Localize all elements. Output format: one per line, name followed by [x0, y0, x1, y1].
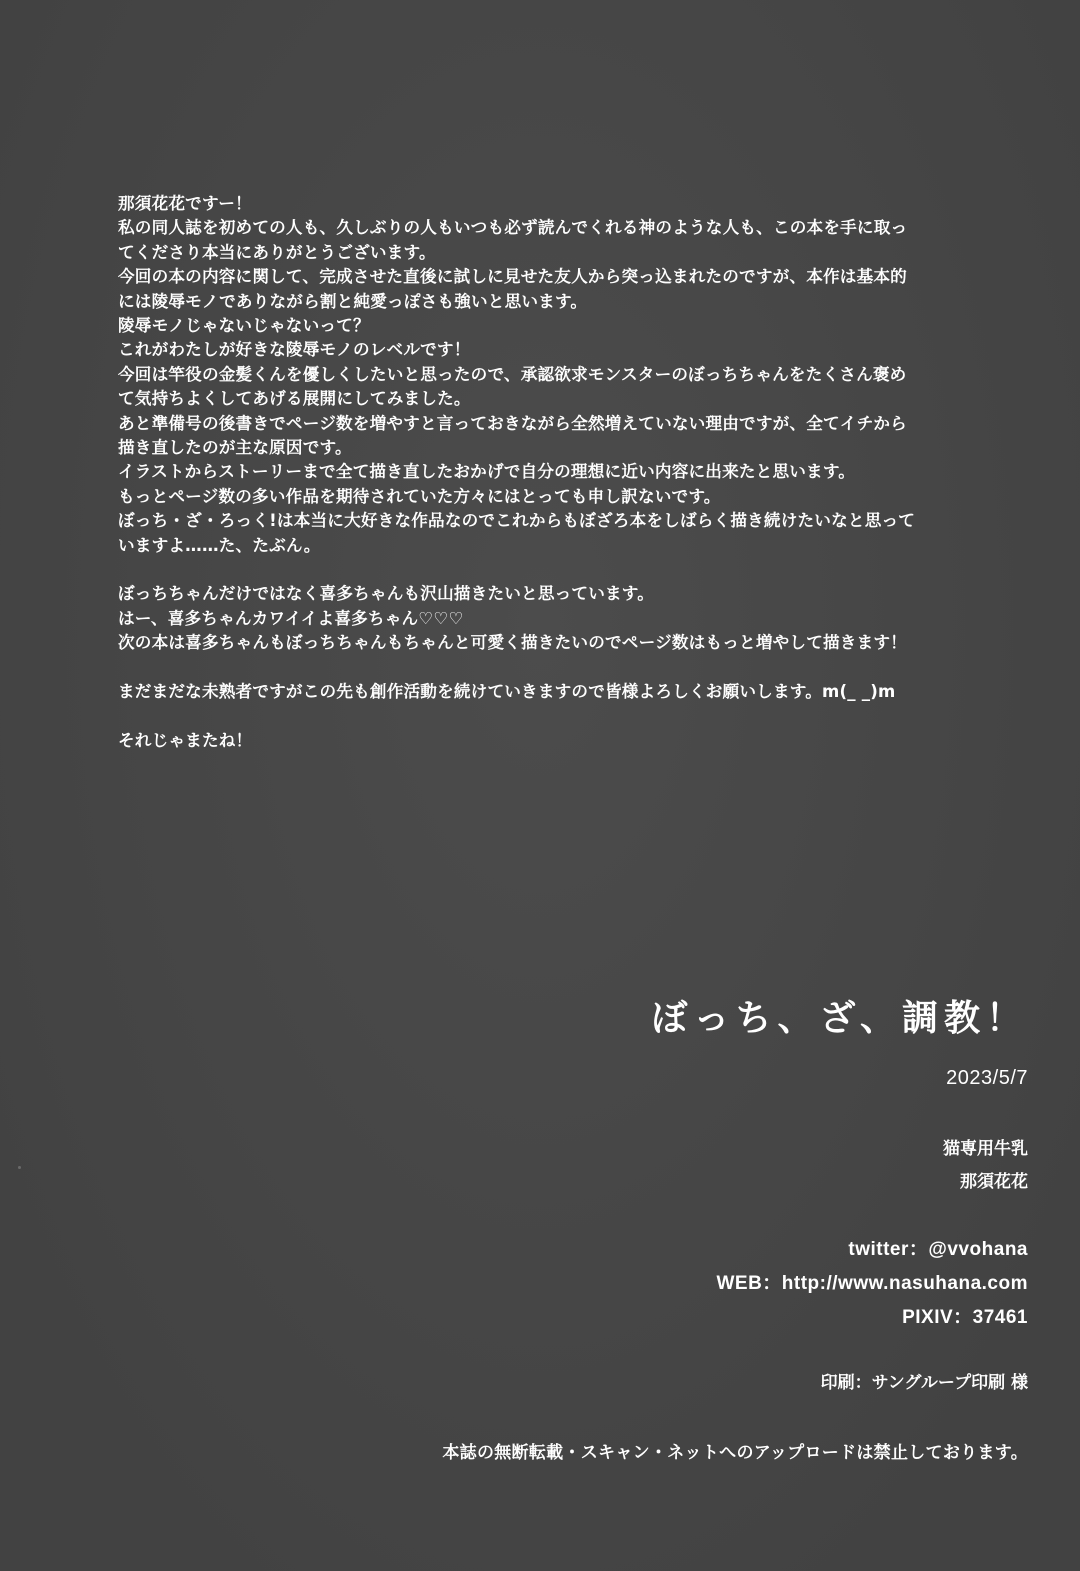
printer-credit: 印刷：サングループ印刷 様	[820, 1373, 1028, 1393]
publication-date: 2023/5/7	[946, 1067, 1028, 1089]
afterword-blank-line	[118, 558, 1048, 582]
afterword-line: それじゃまたね！	[118, 730, 253, 750]
afterword-text	[118, 192, 1048, 753]
afterword-line: には陵辱モノでありながら割と純愛っぽさも強いと思います。	[118, 291, 588, 311]
afterword-line: はー、喜多ちゃんカワイイよ喜多ちゃん♡♡♡	[118, 608, 464, 628]
afterword-line: 陵辱モノじゃないじゃないって？	[118, 316, 370, 336]
paper-speck	[18, 1166, 21, 1169]
twitter-handle: twitter：@vvohana	[848, 1239, 1028, 1260]
afterword-line: 今回の本の内容に関して、完成させた直後に試しに見せた友人から突っ込まれたのですが、本作は基本的	[118, 267, 907, 287]
afterword-blank-line	[118, 656, 1048, 680]
afterword-line: ぼっちちゃんだけではなく喜多ちゃんも沢山描きたいと思っています。	[118, 584, 655, 604]
afterword-line: イラストからストーリーまで全て描き直したおかげで自分の理想に近い内容に出来たと思います。	[118, 462, 856, 482]
afterword-line: 那須花花ですー！	[118, 194, 252, 213]
book-title: ぼっち、ざ、調教！	[651, 998, 1028, 1039]
pixiv-id: PIXIV：37461	[902, 1307, 1028, 1328]
circle-name: 猫専用牛乳	[943, 1139, 1028, 1159]
afterword-line: もっとページ数の多い作品を期待されていた方々にはとっても申し訳ないです。	[118, 486, 721, 506]
afterword-line: これがわたしが好きな陵辱モノのレベルです！	[118, 340, 471, 360]
afterword-line: 今回は竿役の金髪くんを優しくしたいと思ったので、承認欲求モンスターのぼっちちゃんをたくさん褒め	[118, 364, 907, 384]
afterword-line: 描き直したのが主な原因です。	[118, 438, 352, 458]
afterword-line: あと準備号の後書きでページ数を増やすと言っておきながら全然増えていない理由ですが、全てイチから	[118, 413, 907, 433]
afterword-blank-line	[118, 705, 1048, 729]
afterword-line: いますよ……た、たぶん。	[118, 535, 321, 555]
afterword-line: て気持ちよくしてあげる展開にしてみました。	[118, 389, 471, 409]
afterword-line: てくださり本当にありがとうございます。	[118, 242, 436, 262]
author-name: 那須花花	[960, 1172, 1028, 1192]
afterword-line: 次の本は喜多ちゃんもぼっちちゃんもちゃんと可愛く描きたいのでページ数はもっと増やして描きます！	[118, 633, 907, 653]
afterword-line: ぼっち・ざ・ろっく!は本当に大好きな作品なのでこれからもぼざろ本をしばらく描き続けたいなと思って	[118, 511, 916, 531]
afterword-line: まだまだな未熟者ですがこの先も創作活動を続けていきますので皆様よろしくお願いします。m(_ _)m	[118, 682, 896, 702]
afterword-line: 私の同人誌を初めての人も、久しぶりの人もいつも必ず読んでくれる神のような人も、この本を手に取っ	[118, 218, 908, 238]
website-url: WEB：http://www.nasuhana.com	[716, 1273, 1028, 1294]
copyright-notice: 本誌の無断転載・スキャン・ネットへのアップロードは禁止しております。	[442, 1443, 1028, 1463]
